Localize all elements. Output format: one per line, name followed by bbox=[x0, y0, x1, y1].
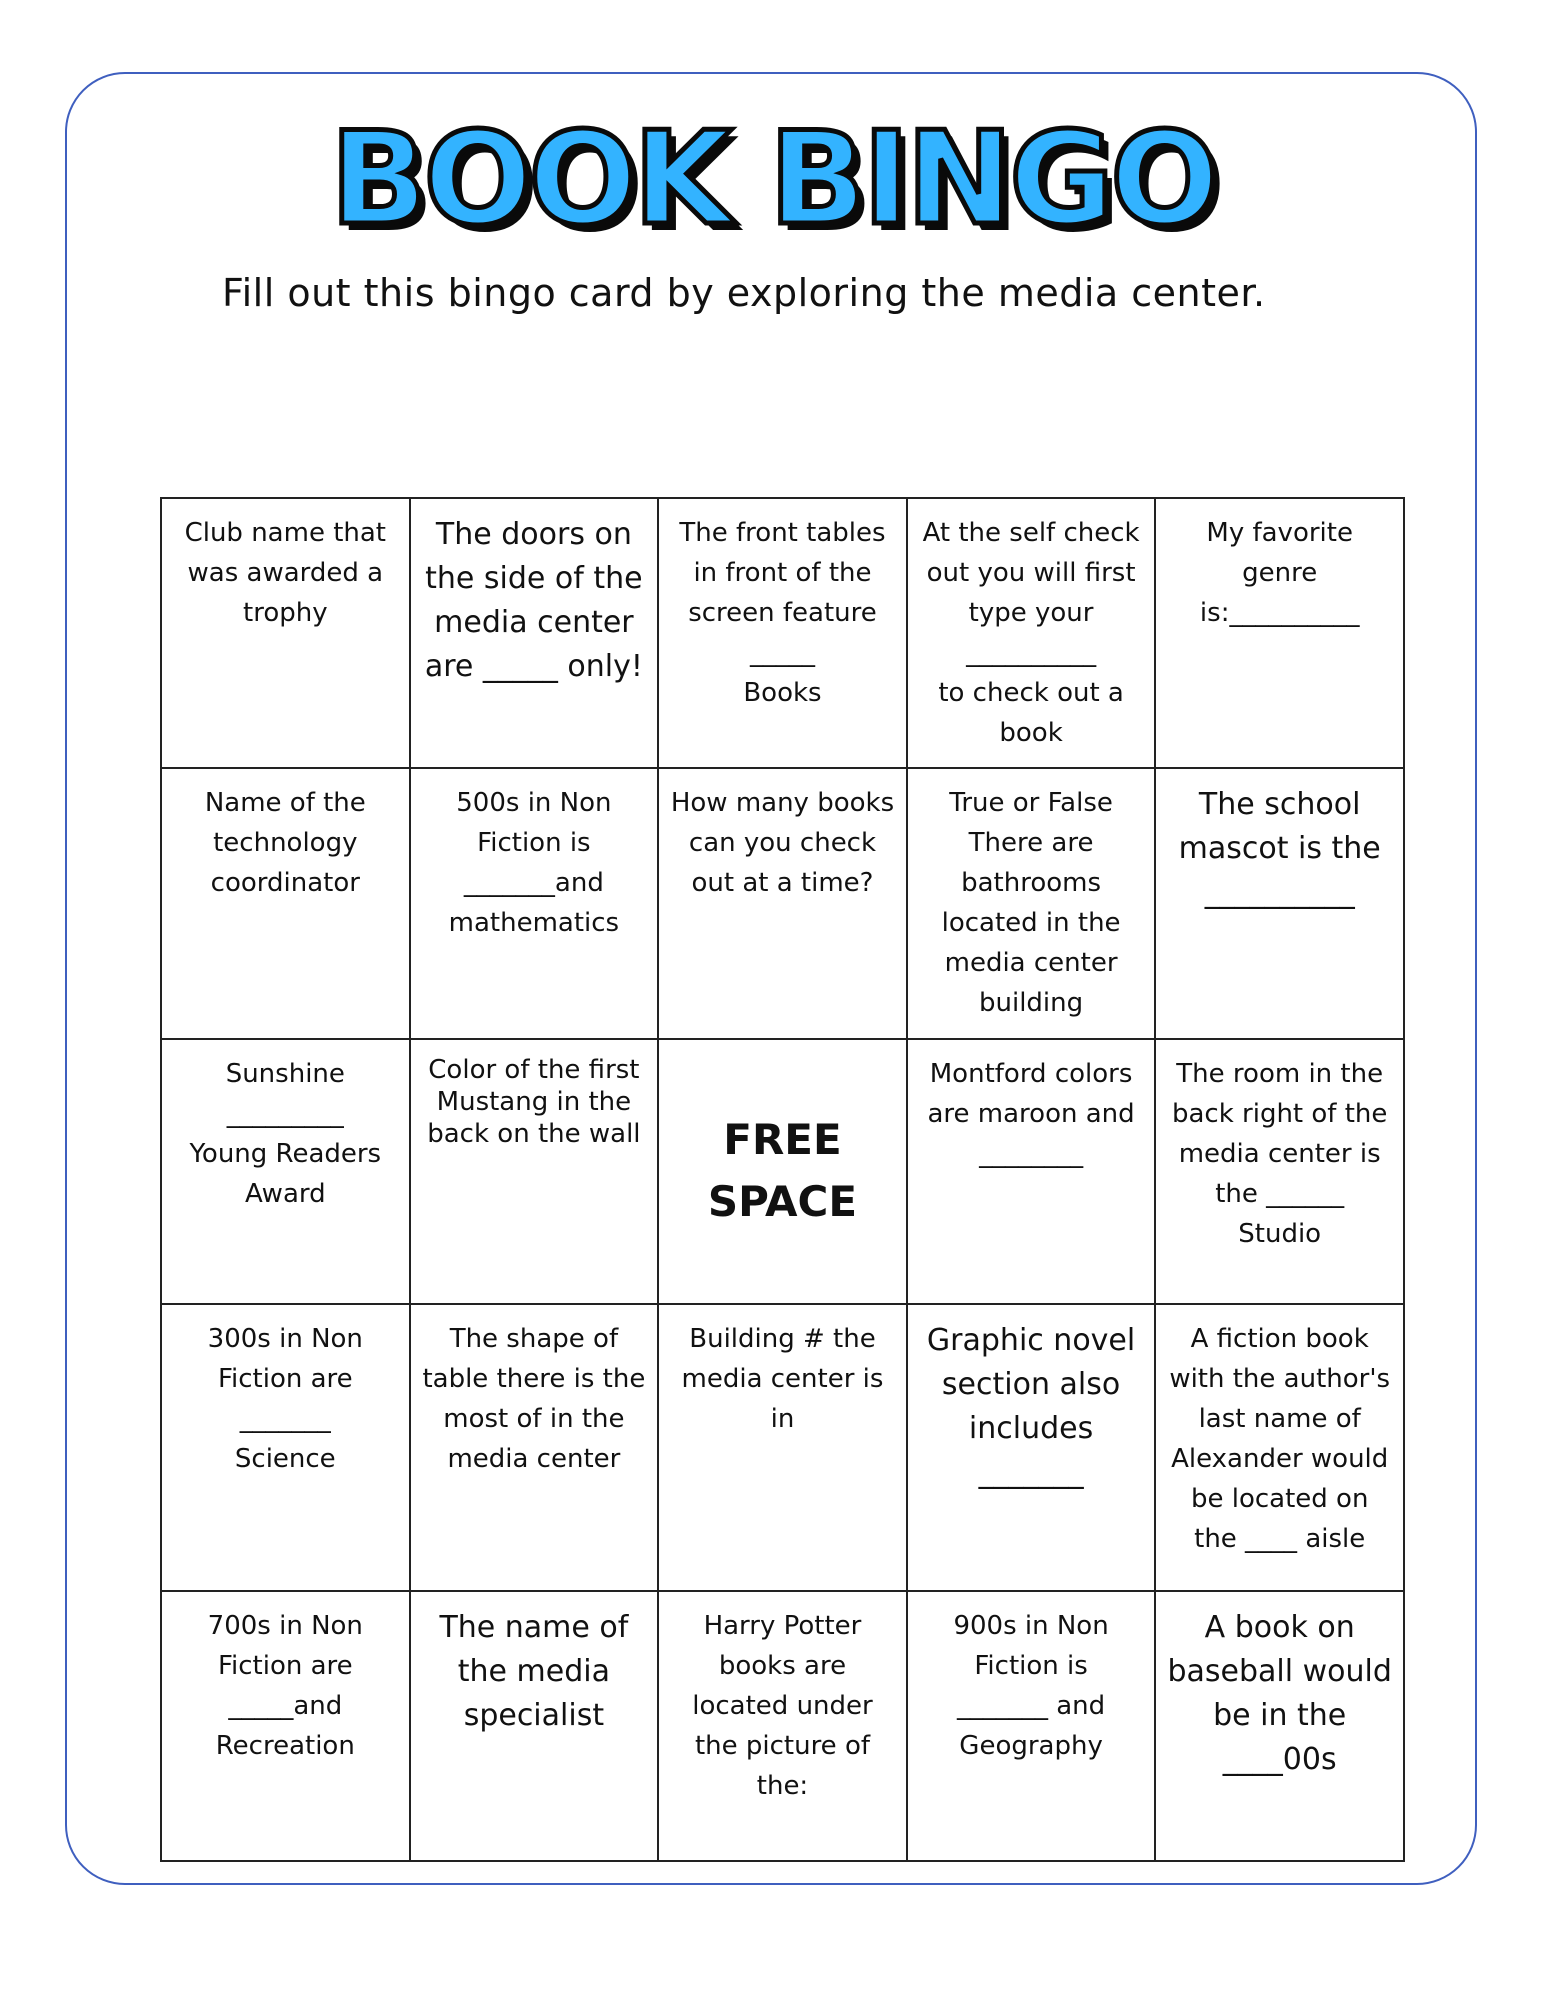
page-subtitle: Fill out this bingo card by exploring the media center. bbox=[222, 271, 1266, 315]
bingo-cell-alexander-aisle[interactable]: A fiction book with the author's last name of Alexander would be located on the ____ aisle bbox=[1155, 1304, 1404, 1590]
bingo-cell-club-trophy[interactable]: Club name that was awarded a trophy bbox=[161, 498, 410, 768]
bingo-cell-montford-colors[interactable]: Montford colors are maroon and ________ bbox=[907, 1039, 1156, 1304]
bingo-cell-700s[interactable]: 700s in Non Fiction are _____and Recreation bbox=[161, 1591, 410, 1861]
bingo-card bbox=[160, 497, 1405, 1862]
bingo-cell-self-checkout[interactable]: At the self check out you will first type your __________ to check out a book bbox=[907, 498, 1156, 768]
bingo-cell-table-shape[interactable]: The shape of table there is the most of in the media center bbox=[410, 1304, 659, 1590]
bingo-cell-side-doors[interactable]: The doors on the side of the media center are _____ only! bbox=[410, 498, 659, 768]
bingo-cell-300s[interactable]: 300s in Non Fiction are _______ Science bbox=[161, 1304, 410, 1590]
bingo-cell-media-specialist[interactable]: The name of the media specialist bbox=[410, 1591, 659, 1861]
bingo-row bbox=[161, 1591, 1404, 1861]
bingo-cell-900s[interactable]: 900s in Non Fiction is _______ and Geography bbox=[907, 1591, 1156, 1861]
bingo-cell-sunshine-award[interactable]: Sunshine _________ Young Readers Award bbox=[161, 1039, 410, 1304]
bingo-cell-back-room-studio[interactable]: The room in the back right of the media center is the ______ Studio bbox=[1155, 1039, 1404, 1304]
bingo-cell-graphic-novel[interactable]: Graphic novel section also includes _______ bbox=[907, 1304, 1156, 1590]
bingo-cell-free-space[interactable]: FREE SPACE bbox=[658, 1039, 907, 1304]
bingo-cell-front-tables[interactable]: The front tables in front of the screen feature _____ Books bbox=[658, 498, 907, 768]
bingo-cell-baseball[interactable]: A book on baseball would be in the ____00s bbox=[1155, 1591, 1404, 1861]
bingo-cell-harry-potter[interactable]: Harry Potter books are located under the picture of the: bbox=[658, 1591, 907, 1861]
bingo-cell-bathrooms[interactable]: True or False There are bathrooms located in the media center building bbox=[907, 768, 1156, 1038]
bingo-cell-school-mascot[interactable]: The school mascot is the __________ bbox=[1155, 768, 1404, 1038]
bingo-row bbox=[161, 498, 1404, 768]
page-title: BOOK BINGO bbox=[329, 105, 1216, 254]
bingo-cell-mustang-color[interactable]: Color of the first Mustang in the back on the wall bbox=[410, 1039, 659, 1304]
bingo-cell-500s[interactable]: 500s in Non Fiction is _______and mathematics bbox=[410, 768, 659, 1038]
bingo-cell-favorite-genre[interactable]: My favorite genre is:__________ bbox=[1155, 498, 1404, 768]
bingo-cell-building-number[interactable]: Building # the media center is in bbox=[658, 1304, 907, 1590]
bingo-cell-technology-coordinator[interactable]: Name of the technology coordinator bbox=[161, 768, 410, 1038]
bingo-row bbox=[161, 1039, 1404, 1304]
bingo-row bbox=[161, 1304, 1404, 1590]
bingo-row bbox=[161, 768, 1404, 1038]
bingo-cell-checkout-limit[interactable]: How many books can you check out at a time? bbox=[658, 768, 907, 1038]
